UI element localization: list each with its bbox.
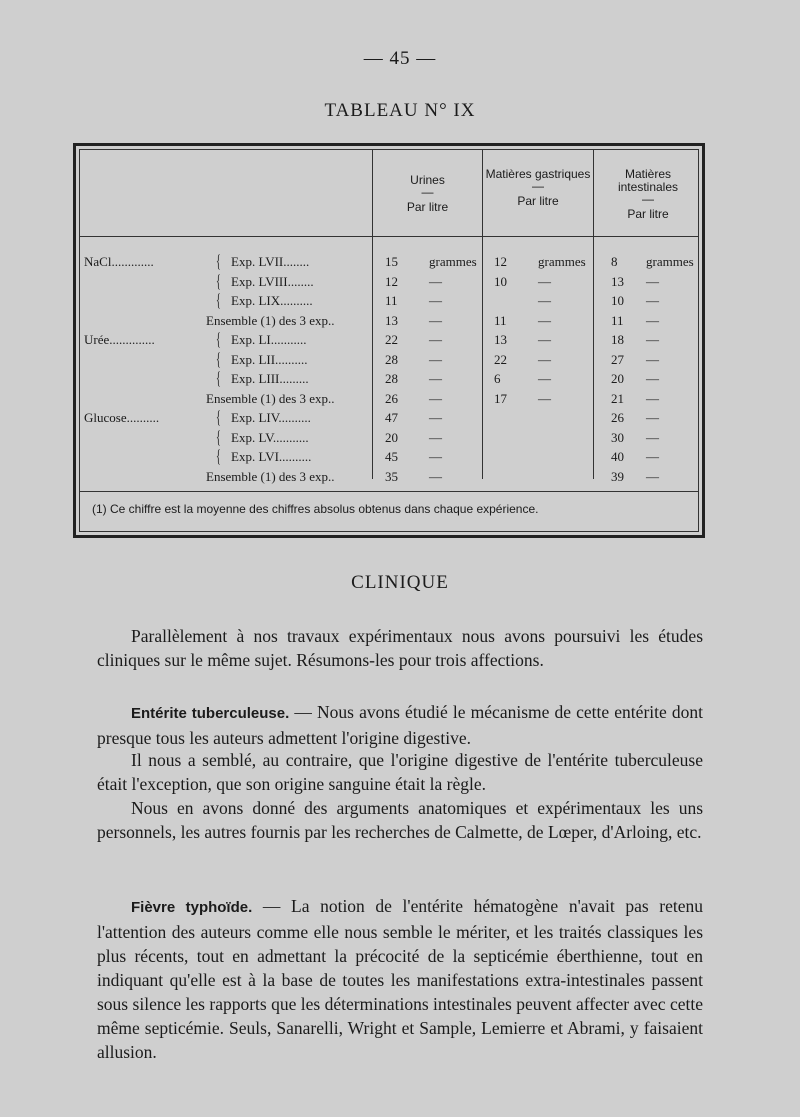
urines-value: 11 (385, 293, 398, 308)
gastriques-unit: — (538, 332, 551, 347)
intestinales-value: 11 (611, 312, 624, 328)
intestinales-unit: grammes (646, 254, 694, 269)
table-row (76, 290, 702, 311)
urines-value: 47 (385, 410, 398, 425)
row-label: Ensemble (1) des 3 exp.. (206, 390, 335, 406)
intestinales-value: 13 (611, 273, 624, 289)
page-number: — 45 — (363, 48, 437, 69)
table-row (76, 391, 702, 409)
row-label: Glucose.......... (84, 410, 160, 425)
intestinales-unit: — (646, 410, 659, 425)
paragraph-fievre (97, 894, 703, 1064)
header-gastriques-name: Matières gastriques (485, 167, 591, 181)
gastriques-value: 11 (494, 312, 507, 328)
intestinales-value: 21 (611, 390, 624, 406)
row-label: Ensemble (1) des 3 exp.. (206, 468, 335, 484)
header-urines-name: Urines (410, 173, 445, 187)
gastriques-unit: — (538, 293, 551, 308)
row-experiment: Exp. LVIII........ (231, 273, 314, 289)
paragraph-arguments: Nous en avons donné des arguments anatomiques et expérimentaux les uns personnels, les autres fournis par les recherches de Calmette, de Lœper, d'Arloing, etc. (97, 798, 703, 842)
gastriques-value: 10 (494, 273, 507, 289)
row-brace: { (216, 407, 221, 427)
intestinales-value: 30 (611, 429, 624, 445)
row-brace: { (216, 251, 221, 271)
row-experiment: Exp. LVI.......... (231, 449, 312, 464)
row-experiment: Exp. LIII......... (231, 371, 309, 386)
row-experiment: Exp. LVII........ (231, 254, 310, 269)
paragraph-fievre-text: — La notion de l'entérite hématogène n'avait pas retenu l'attention des auteurs comme elle nous semble le mériter, et les traités classiques les plus récents, tout en admettant la précocité de la septicémie éberthienne, tout en indiquant qu'elle est à la base de toutes les manifestations extra-intestinales passent sous silence les rapports que les déterminations intestinales peuvent affecter avec cette même septicémie. Seuls, Sanarelli, Wright et Sample, Lemierre et Abrami, y faisaient allusion. (97, 896, 704, 1062)
header-intestinales-name: Matières intestinales (617, 167, 679, 194)
header-gastriques-unit: Par litre (517, 194, 559, 208)
row-brace: { (216, 368, 221, 388)
gastriques-value: 12 (494, 254, 507, 269)
urines-unit: — (429, 371, 442, 386)
urines-unit: — (429, 449, 442, 464)
urines-unit: — (429, 410, 442, 425)
row-label: Ensemble (1) des 3 exp.. (206, 312, 335, 328)
urines-value: 28 (385, 351, 398, 367)
gastriques-value: 22 (494, 351, 507, 367)
header-intestinales-unit: Par litre (627, 207, 669, 221)
gastriques-unit: — (538, 390, 551, 406)
table-row (76, 469, 702, 487)
intestinales-unit: — (646, 312, 659, 328)
intestinales-value: 10 (611, 293, 624, 308)
intestinales-value: 20 (611, 371, 624, 386)
paragraph-origine: Il nous a semblé, au contraire, que l'origine digestive de l'entérite tuberculeuse était l'exception, que son origine sanguine était la règle. (97, 750, 703, 794)
urines-unit: — (429, 273, 442, 289)
gastriques-unit: grammes (538, 254, 586, 269)
data-table (73, 143, 705, 538)
header-intestinales: Matières intestinales — Par litre (594, 168, 702, 221)
urines-unit: — (429, 390, 442, 406)
urines-value: 26 (385, 390, 398, 406)
row-experiment: Exp. LII.......... (231, 351, 308, 367)
table-row (76, 313, 702, 331)
urines-value: 35 (385, 468, 398, 484)
urines-value: 20 (385, 429, 398, 445)
intestinales-unit: — (646, 449, 659, 464)
section-title: CLINIQUE (351, 572, 449, 593)
row-brace: { (216, 270, 221, 291)
table-row (76, 446, 702, 467)
row-experiment: Exp. LIV.......... (231, 410, 311, 425)
row-experiment: Exp. LI........... (231, 332, 307, 347)
paragraph-fievre-lead: Fièvre typhoïde. (131, 899, 253, 916)
row-experiment: Exp. LIX.......... (231, 293, 313, 308)
intestinales-value: 8 (611, 254, 618, 269)
row-brace: { (216, 446, 221, 466)
gastriques-unit: — (538, 371, 551, 386)
paragraph-enterite (97, 700, 703, 750)
paragraph-intro: Parallèlement à nos travaux expérimentaux nous avons poursuivi les études cliniques sur le même sujet. Résumons-les pour trois affections. (97, 626, 703, 670)
table-row (76, 270, 702, 292)
row-brace: { (216, 426, 221, 447)
intestinales-value: 26 (611, 410, 624, 425)
intestinales-value: 39 (611, 468, 624, 484)
urines-unit: — (429, 351, 442, 367)
urines-value: 15 (385, 254, 398, 269)
urines-value: 12 (385, 273, 398, 289)
table-row (76, 407, 702, 428)
intestinales-unit: — (646, 390, 659, 406)
urines-unit: grammes (429, 254, 477, 269)
table-row (76, 348, 702, 370)
gastriques-unit: — (538, 351, 551, 367)
paragraph-enterite-lead: Entérite tuberculeuse. (131, 705, 290, 722)
intestinales-unit: — (646, 332, 659, 347)
row-brace: { (216, 290, 221, 310)
header-rule (79, 236, 699, 237)
gastriques-unit: — (538, 273, 551, 289)
footnote-rule (79, 491, 699, 492)
table-row (76, 368, 702, 389)
intestinales-unit: — (646, 468, 659, 484)
row-label: NaCl............. (84, 254, 154, 269)
intestinales-value: 27 (611, 351, 624, 367)
table-footnote: (1) Ce chiffre est la moyenne des chiffres absolus obtenus dans chaque expérience. (92, 502, 539, 516)
intestinales-unit: — (646, 429, 659, 445)
row-label: Urée.............. (84, 332, 155, 347)
table-title: TABLEAU N° IX (324, 100, 476, 121)
paragraph-enterite-text: — Nous avons étudié le mécanisme de cette entérite dont presque tous les auteurs admettent l'origine digestive. (97, 702, 703, 748)
intestinales-value: 18 (611, 332, 624, 347)
table-row (76, 329, 702, 350)
gastriques-unit: — (538, 312, 551, 328)
urines-unit: — (429, 293, 442, 308)
header-urines-unit: Par litre (406, 200, 449, 214)
gastriques-value: 6 (494, 371, 501, 386)
row-brace: { (216, 329, 221, 349)
intestinales-unit: — (646, 371, 659, 386)
urines-unit: — (429, 429, 442, 445)
gastriques-value: 13 (494, 332, 507, 347)
intestinales-unit: — (646, 273, 659, 289)
intestinales-unit: — (646, 351, 659, 367)
urines-value: 45 (385, 449, 398, 464)
urines-unit: — (429, 312, 442, 328)
urines-value: 28 (385, 371, 398, 386)
intestinales-value: 40 (611, 449, 624, 464)
header-gastriques: Matières gastriques — Par litre (483, 168, 593, 208)
row-brace: { (216, 348, 221, 369)
urines-unit: — (429, 332, 442, 347)
row-experiment: Exp. LV........... (231, 429, 309, 445)
table-row (76, 426, 702, 448)
table-row (76, 251, 702, 272)
header-urines: Urines — Par litre (373, 174, 482, 214)
intestinales-unit: — (646, 293, 659, 308)
urines-value: 13 (385, 312, 398, 328)
urines-unit: — (429, 468, 442, 484)
gastriques-value: 17 (494, 390, 507, 406)
urines-value: 22 (385, 332, 398, 347)
